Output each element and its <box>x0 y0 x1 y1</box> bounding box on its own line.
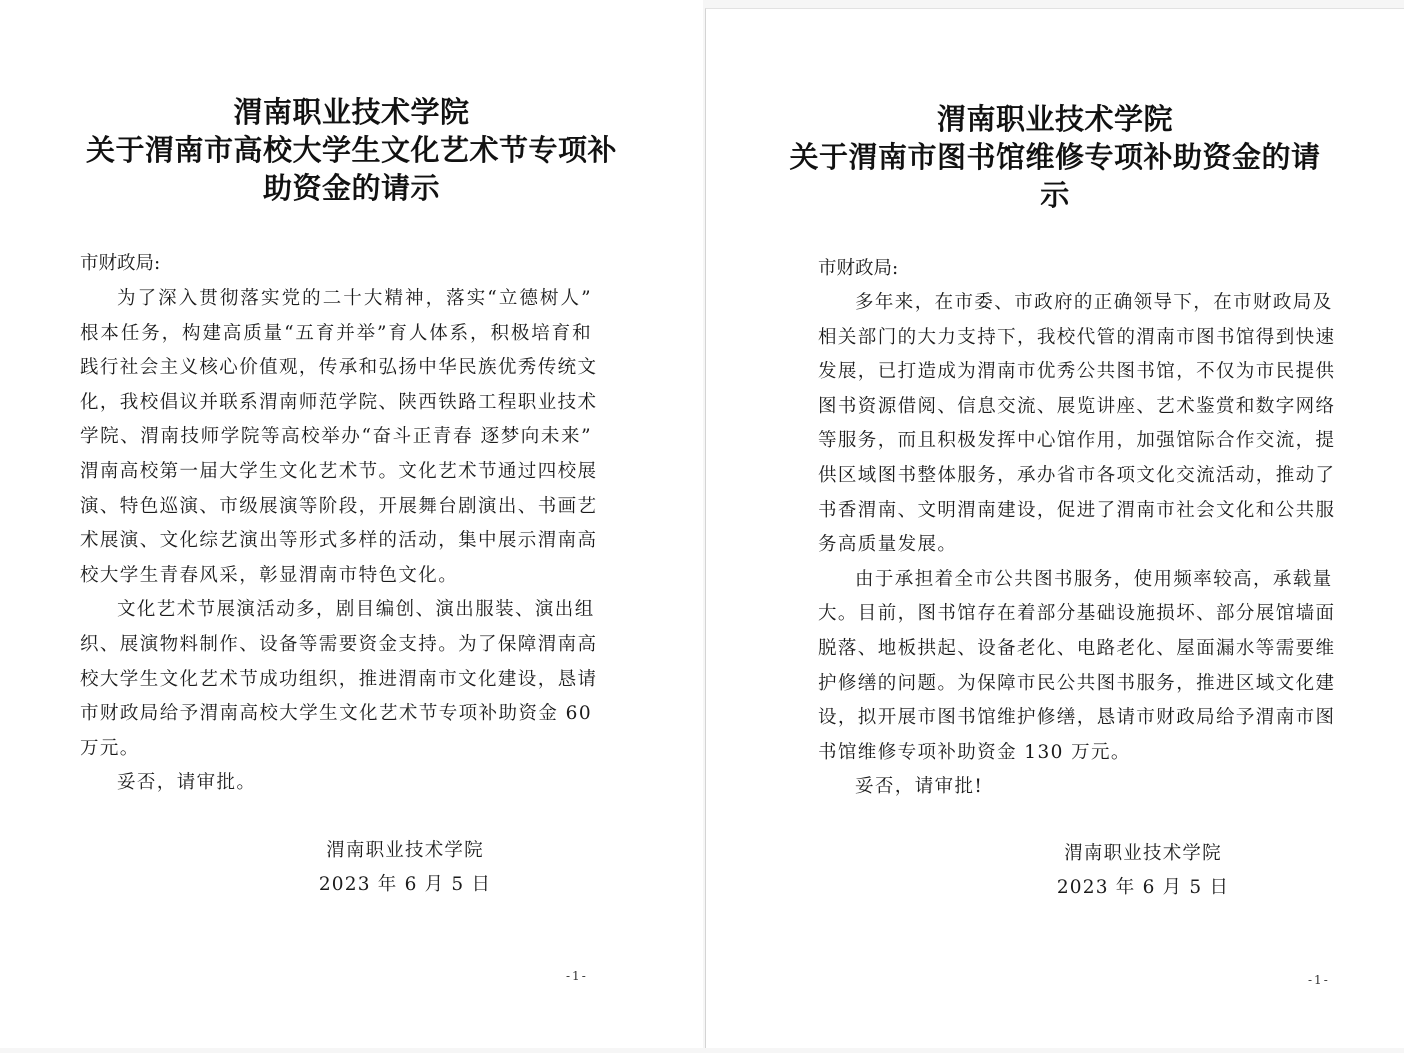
body-line: 相关部门的大力支持下，我校代管的渭南市图书馆得到快速 <box>818 326 1336 348</box>
body-line: 万元。 <box>80 737 140 759</box>
page-number: -1- <box>1308 973 1330 987</box>
body-line: 化，我校倡议并联系渭南师范学院、陕西铁路工程职业技术 <box>80 391 598 413</box>
title-line: 助资金的请示 <box>262 171 440 205</box>
left-page <box>0 0 703 1048</box>
signature-block <box>305 834 505 902</box>
right-page-title <box>706 100 1404 214</box>
closing-line: 妥否，请审批。 <box>117 772 257 794</box>
body-line: 演、特色巡演、市级展演等阶段，开展舞台剧演出、书画艺 <box>80 495 598 517</box>
body-line: 市财政局给予渭南高校大学生文化艺术节专项补助资金 60 <box>80 703 592 725</box>
signature-org: 渭南职业技术学院 <box>326 840 484 861</box>
body-line: 为了深入贯彻落实党的二十大精神，落实“立德树人” <box>117 288 592 309</box>
body-line: 校大学生文化艺术节成功组织，推进渭南市文化建设，恳请 <box>80 668 598 690</box>
body-line: 书馆维修专项补助资金 130 万元。 <box>818 741 1131 763</box>
body-line: 由于承担着全市公共图书服务，使用频率较高，承载量 <box>855 568 1333 590</box>
title-line: 关于渭南市高校大学生文化艺术节专项补 <box>85 133 617 167</box>
body-line: 大。目前，图书馆存在着部分基础设施损坏、部分展馆墙面 <box>818 603 1336 625</box>
body-line: 校大学生青春风采，彰显渭南市特色文化。 <box>80 564 459 586</box>
body-line: 多年来，在市委、市政府的正确领导下，在市财政局及 <box>855 292 1333 313</box>
left-page-body <box>80 282 598 801</box>
title-line: 示 <box>1040 178 1070 212</box>
signature-date: 2023 年 6 月 5 日 <box>318 874 492 895</box>
body-line: 脱落、地板拱起、设备老化、电路老化、屋面漏水等需要维 <box>818 637 1336 659</box>
body-line: 设，拟开展市图书馆维护修缮，恳请市财政局给予渭南市图 <box>818 707 1336 729</box>
body-line: 务高质量发展。 <box>818 534 958 556</box>
closing-line: 妥否，请审批! <box>855 776 984 798</box>
body-line: 图书资源借阅、信息交流、展览讲座、艺术鉴赏和数字网络 <box>818 395 1336 417</box>
title-line: 关于渭南市图书馆维修专项补助资金的请 <box>789 140 1321 174</box>
left-page-title <box>0 93 703 207</box>
body-line: 发展，已打造成为渭南市优秀公共图书馆，不仅为市民提供 <box>818 361 1336 383</box>
body-line: 织、展演物料制作、设备等需要资金支持。为了保障渭南高 <box>80 633 598 655</box>
body-line: 践行社会主义核心价值观，传承和弘扬中华民族优秀传统文 <box>80 357 598 379</box>
body-line: 文化艺术节展演活动多，剧目编创、演出服装、演出组 <box>117 599 595 621</box>
body-line: 书香渭南、文明渭南建设，促进了渭南市社会文化和公共服 <box>818 499 1336 521</box>
body-line: 供区域图书整体服务，承办省市各项文化交流活动，推动了 <box>818 464 1336 486</box>
signature-org: 渭南职业技术学院 <box>1064 843 1222 864</box>
signature-block <box>1043 837 1243 905</box>
title-line: 渭南职业技术学院 <box>936 102 1173 136</box>
body-line: 等服务，而且积极发挥中心馆作用，加强馆际合作交流，提 <box>818 430 1336 452</box>
salutation: 市财政局: <box>818 258 899 279</box>
salutation: 市财政局: <box>80 253 161 274</box>
right-page-body <box>818 286 1336 805</box>
body-line: 护修缮的问题。为保障市民公共图书服务，推进区域文化建 <box>818 672 1336 694</box>
body-line: 根本任务，构建高质量“五育并举”育人体系，积极培育和 <box>80 322 592 344</box>
body-line: 学院、渭南技师学院等高校举办“奋斗正青春 逐梦向未来” <box>80 426 592 448</box>
body-line: 渭南高校第一届大学生文化艺术节。文化艺术节通过四校展 <box>80 460 598 482</box>
title-line: 渭南职业技术学院 <box>233 95 470 129</box>
page-number: -1- <box>566 969 588 983</box>
body-line: 术展演、文化综艺演出等形式多样的活动，集中展示渭南高 <box>80 530 598 552</box>
signature-date: 2023 年 6 月 5 日 <box>1056 877 1230 898</box>
right-page <box>705 8 1404 1048</box>
